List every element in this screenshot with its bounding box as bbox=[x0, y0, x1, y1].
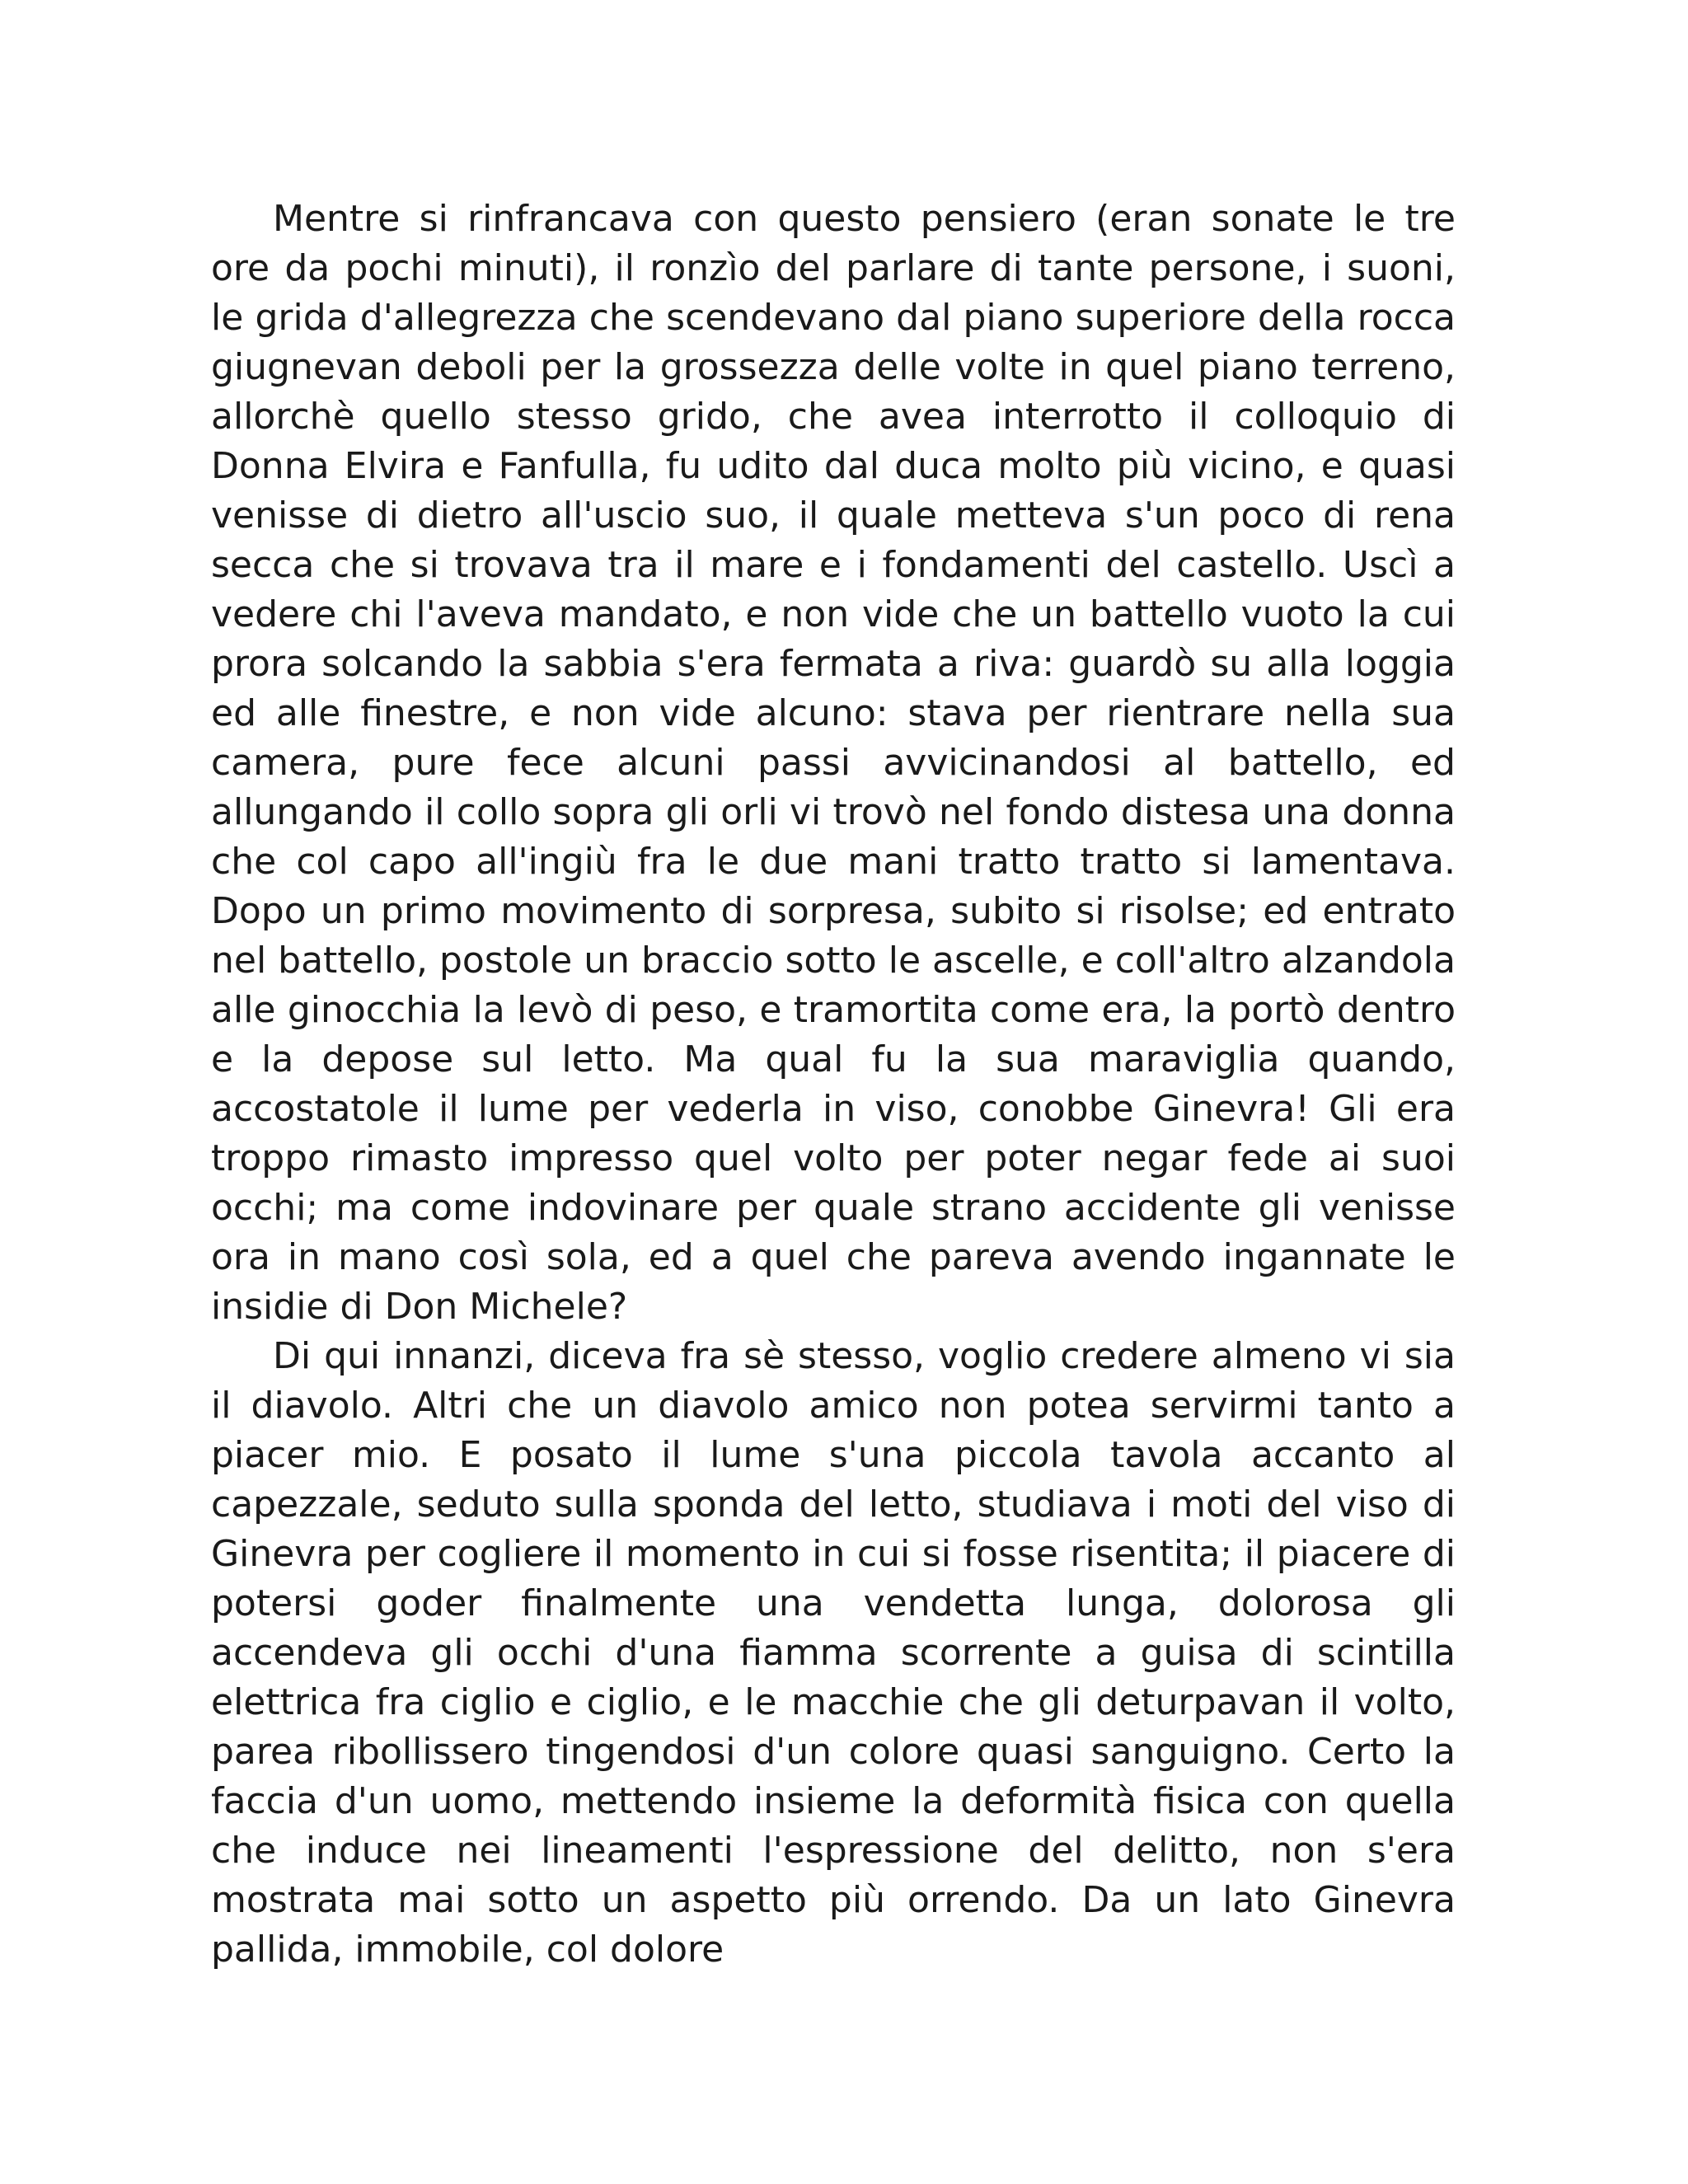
body-text bbox=[211, 194, 1456, 1975]
paragraph: Mentre si rinfrancava con questo pensiero (eran sonate le tre ore da pochi minuti), il ronzìo del parlare di tante persone, i suoni, le grida d'allegrezza che scendevano dal piano superiore della rocca giugnevan deboli per la grossezza delle volte in quel piano terreno, allorchè quello stesso grido, che avea interrotto il colloquio di Donna Elvira e Fanfulla, fu udito dal duca molto più vicino, e quasi venisse di dietro all'uscio suo, il quale metteva s'un poco di rena secca che si trovava tra il mare e i fondamenti del castello. Uscì a vedere chi l'aveva mandato, e non vide che un battello vuoto la cui prora solcando la sabbia s'era fermata a riva: guardò su alla loggia ed alle finestre, e non vide alcuno: stava per rientrare nella sua camera, pure fece alcuni passi avvicinandosi al battello, ed allungando il collo sopra gli orli vi trovò nel fondo distesa una donna che col capo all'ingiù fra le due mani tratto tratto si lamentava. Dopo un primo movimento di sorpresa, subito si risolse; ed entrato nel battello, postole un braccio sotto le ascelle, e coll'altro alzandola alle ginocchia la levò di peso, e tramortita come era, la portò dentro e la depose sul letto. Ma qual fu la sua maraviglia quando, accostatole il lume per vederla in viso, conobbe Ginevra! Gli era troppo rimasto impresso quel volto per poter negar fede ai suoi occhi; ma come indovinare per quale strano accidente gli venisse ora in mano così sola, ed a quel che pareva avendo ingannate le insidie di Don Michele? bbox=[211, 198, 1456, 1328]
paragraph: Di qui innanzi, diceva fra sè stesso, voglio credere almeno vi sia il diavolo. Altri che un diavolo amico non potea servirmi tanto a piacer mio. E posato il lume s'una piccola tavola accanto al capezzale, seduto sulla sponda del letto, studiava i moti del viso di Ginevra per cogliere il momento in cui si fosse risentita; il piacere di potersi goder finalmente una vendetta lunga, dolorosa gli accendeva gli occhi d'una fiamma scorrente a guisa di scintilla elettrica fra ciglio e ciglio, e le macchie che gli deturpavan il volto, parea ribollissero tingendosi d'un colore quasi sanguigno. Certo la faccia d'un uomo, mettendo insieme la deformità fisica con quella che induce nei lineamenti l'espressione del delitto, non s'era mostrata mai sotto un aspetto più orrendo. Da un lato Ginevra pallida, immobile, col dolore bbox=[211, 1335, 1456, 1971]
